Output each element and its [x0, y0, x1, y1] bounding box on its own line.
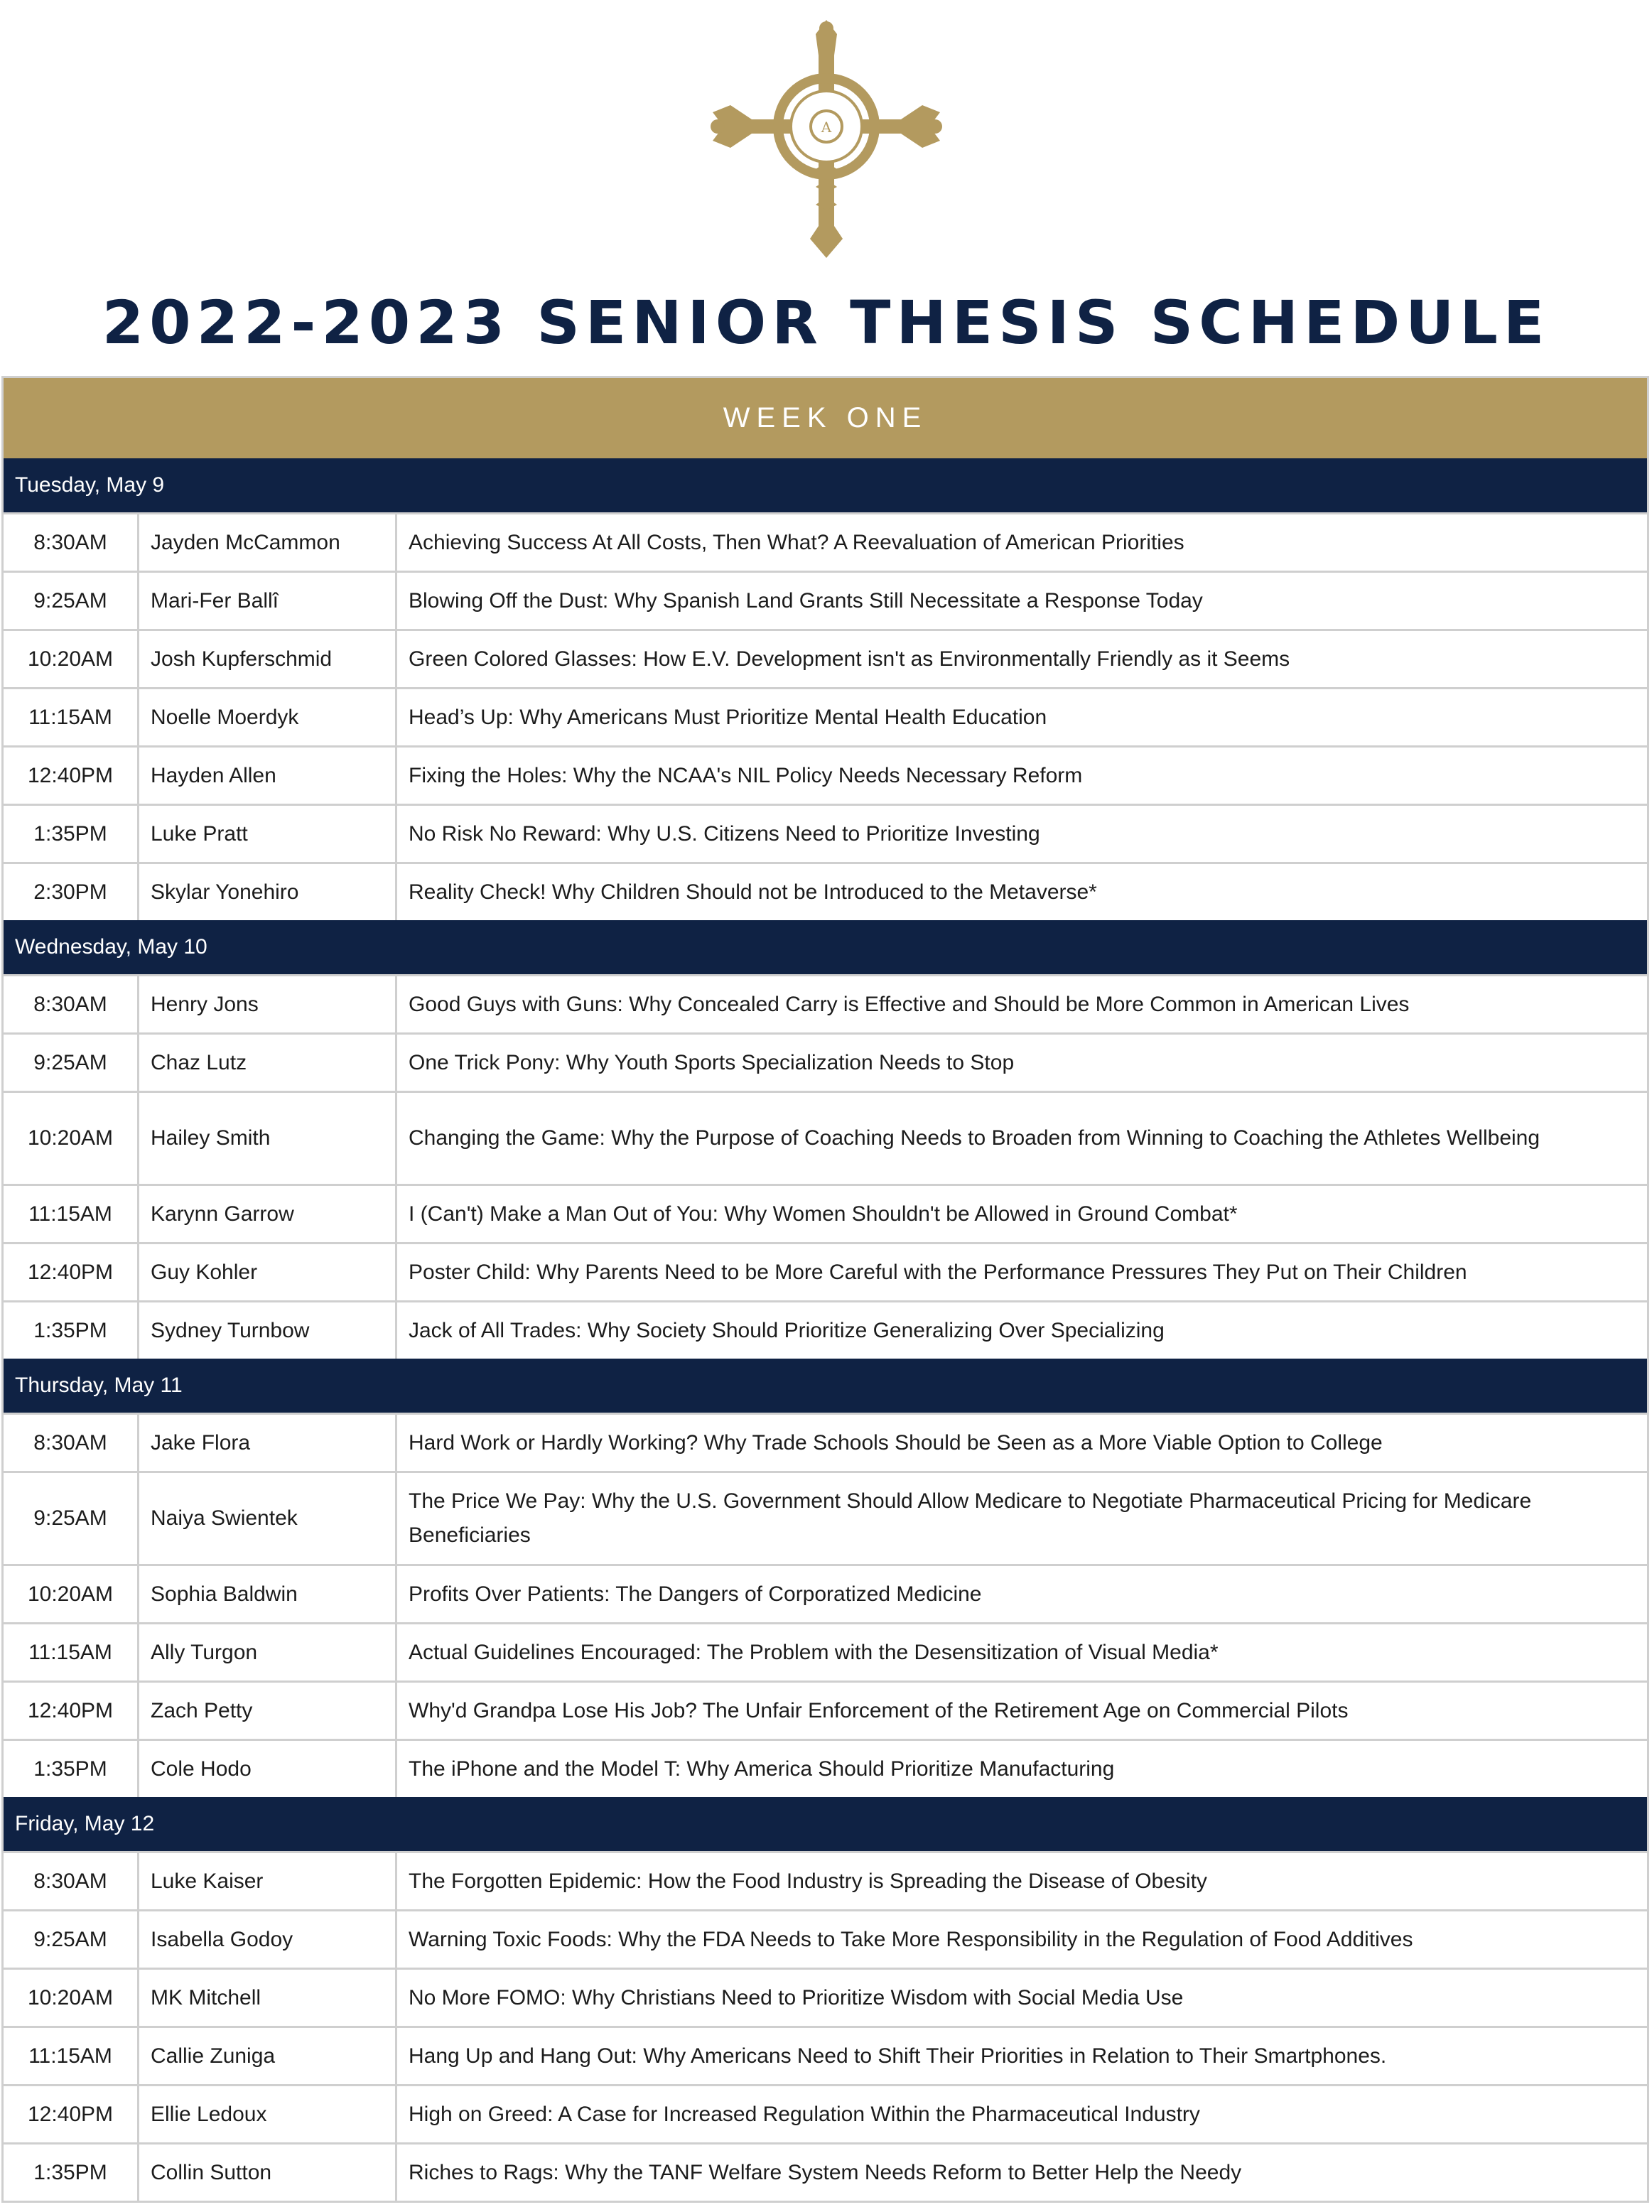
thesis-title-cell: Poster Child: Why Parents Need to be More Careful with the Performance Pressures They Put on Their Children — [409, 1260, 1467, 1284]
name-cell: Collin Sutton — [139, 2144, 397, 2201]
thesis-title-cell: Green Colored Glasses: How E.V. Development isn't as Environmentally Friendly as it Seems — [409, 647, 1290, 671]
thesis-title-cell: Reality Check! Why Children Should not be Introduced to the Metaverse* — [409, 880, 1097, 904]
table-row — [4, 804, 1647, 862]
time-cell: 9:25AM — [4, 573, 139, 629]
day-rows — [4, 1851, 1647, 2201]
thesis-title-cell: No More FOMO: Why Christians Need to Prioritize Wisdom with Social Media Use — [409, 1985, 1184, 2009]
time-cell: 8:30AM — [4, 514, 139, 571]
day-section-tuesday — [4, 458, 1647, 920]
time-cell: 9:25AM — [4, 1473, 139, 1564]
week-header: WEEK ONE — [4, 378, 1647, 458]
day-section-thursday — [4, 1359, 1647, 1797]
table-row — [4, 571, 1647, 629]
time-cell: 11:15AM — [4, 1186, 139, 1242]
table-row — [4, 1091, 1647, 1184]
day-rows — [4, 512, 1647, 920]
table-row — [4, 1032, 1647, 1091]
table-row — [4, 1909, 1647, 1968]
thesis-title-cell: One Trick Pony: Why Youth Sports Specialization Needs to Stop — [409, 1050, 1015, 1074]
time-cell: 12:40PM — [4, 748, 139, 804]
time-cell: 11:15AM — [4, 1624, 139, 1680]
thesis-title-cell: The iPhone and the Model T: Why America Should Prioritize Manufacturing — [409, 1757, 1115, 1781]
table-row — [4, 974, 1647, 1032]
name-cell: Luke Kaiser — [139, 1853, 397, 1909]
name-cell: Noelle Moerdyk — [139, 689, 397, 745]
cross-seal-icon — [709, 13, 944, 261]
table-row — [4, 2142, 1647, 2201]
name-cell: Chaz Lutz — [139, 1035, 397, 1091]
table-row — [4, 1851, 1647, 1909]
name-cell: Ally Turgon — [139, 1624, 397, 1680]
day-rows — [4, 974, 1647, 1359]
thesis-title-cell: Warning Toxic Foods: Why the FDA Needs to Take More Responsibility in the Regulation of Food Additives — [409, 1927, 1413, 1951]
name-cell: Cole Hodo — [139, 1741, 397, 1797]
table-row — [4, 1622, 1647, 1680]
time-cell: 2:30PM — [4, 864, 139, 920]
table-row — [4, 862, 1647, 920]
thesis-title-cell: Good Guys with Guns: Why Concealed Carry is Effective and Should be More Common in American Lives — [409, 992, 1410, 1016]
thesis-title-cell: Hard Work or Hardly Working? Why Trade Schools Should be Seen as a More Viable Option to College — [409, 1430, 1383, 1455]
name-cell: Isabella Godoy — [139, 1911, 397, 1968]
time-cell: 12:40PM — [4, 2086, 139, 2142]
name-cell: Ellie Ledoux — [139, 2086, 397, 2142]
table-row — [4, 1184, 1647, 1242]
thesis-title-cell: The Forgotten Epidemic: How the Food Industry is Spreading the Disease of Obesity — [409, 1869, 1207, 1893]
time-cell: 8:30AM — [4, 1853, 139, 1909]
time-cell: 11:15AM — [4, 2028, 139, 2084]
thesis-title-cell: Head’s Up: Why Americans Must Prioritize Mental Health Education — [409, 705, 1047, 729]
thesis-title-cell: Profits Over Patients: The Dangers of Corporatized Medicine — [409, 1582, 982, 1606]
time-cell: 1:35PM — [4, 806, 139, 862]
time-cell: 10:20AM — [4, 1093, 139, 1184]
name-cell: Naiya Swientek — [139, 1473, 397, 1564]
thesis-title-cell: Changing the Game: Why the Purpose of Coaching Needs to Broaden from Winning to Coaching the Athletes Wellbeing — [409, 1126, 1540, 1150]
svg-text:A: A — [821, 119, 832, 136]
name-cell: Karynn Garrow — [139, 1186, 397, 1242]
time-cell: 10:20AM — [4, 631, 139, 687]
name-cell: Jayden McCammon — [139, 514, 397, 571]
name-cell: Josh Kupferschmid — [139, 631, 397, 687]
name-cell: Sophia Baldwin — [139, 1566, 397, 1622]
day-header: Friday, May 12 — [4, 1797, 1647, 1851]
time-cell: 10:20AM — [4, 1566, 139, 1622]
thesis-title-cell: Actual Guidelines Encouraged: The Problem with the Desensitization of Visual Media* — [409, 1640, 1219, 1664]
thesis-title-cell: Why'd Grandpa Lose His Job? The Unfair Enforcement of the Retirement Age on Commercial Pilots — [409, 1698, 1349, 1722]
time-cell: 12:40PM — [4, 1683, 139, 1739]
name-cell: Callie Zuniga — [139, 2028, 397, 2084]
thesis-title-cell: Achieving Success At All Costs, Then What? A Reevaluation of American Priorities — [409, 530, 1184, 554]
name-cell: Henry Jons — [139, 976, 397, 1032]
table-row — [4, 1680, 1647, 1739]
day-section-friday — [4, 1797, 1647, 2201]
day-rows — [4, 1413, 1647, 1797]
name-cell: MK Mitchell — [139, 1970, 397, 2026]
name-cell: Skylar Yonehiro — [139, 864, 397, 920]
name-cell: Hailey Smith — [139, 1093, 397, 1184]
time-cell: 1:35PM — [4, 1741, 139, 1797]
thesis-title-cell: I (Can't) Make a Man Out of You: Why Women Shouldn't be Allowed in Ground Combat* — [409, 1202, 1238, 1226]
time-cell: 11:15AM — [4, 689, 139, 745]
thesis-title-cell: High on Greed: A Case for Increased Regulation Within the Pharmaceutical Industry — [409, 2102, 1200, 2126]
day-header: Tuesday, May 9 — [4, 458, 1647, 512]
table-row — [4, 687, 1647, 745]
table-row — [4, 2026, 1647, 2084]
time-cell: 12:40PM — [4, 1244, 139, 1300]
table-row — [4, 1413, 1647, 1471]
header-logo-area — [0, 0, 1652, 270]
table-row — [4, 629, 1647, 687]
name-cell: Sydney Turnbow — [139, 1302, 397, 1359]
name-cell: Luke Pratt — [139, 806, 397, 862]
name-cell: Jake Flora — [139, 1415, 397, 1471]
time-cell: 9:25AM — [4, 1911, 139, 1968]
table-row — [4, 1471, 1647, 1564]
time-cell: 1:35PM — [4, 1302, 139, 1359]
table-row — [4, 1564, 1647, 1622]
time-cell: 1:35PM — [4, 2144, 139, 2201]
thesis-title-cell: Blowing Off the Dust: Why Spanish Land Grants Still Necessitate a Response Today — [409, 588, 1203, 613]
thesis-title-cell: Riches to Rags: Why the TANF Welfare System Needs Reform to Better Help the Needy — [409, 2160, 1242, 2184]
table-row — [4, 2084, 1647, 2142]
time-cell: 8:30AM — [4, 1415, 139, 1471]
table-row — [4, 1739, 1647, 1797]
table-row — [4, 1242, 1647, 1300]
thesis-title-cell: No Risk No Reward: Why U.S. Citizens Need to Prioritize Investing — [409, 821, 1040, 846]
name-cell: Hayden Allen — [139, 748, 397, 804]
time-cell: 10:20AM — [4, 1970, 139, 2026]
time-cell: 8:30AM — [4, 976, 139, 1032]
name-cell: Mari-Fer Ballî — [139, 573, 397, 629]
table-row — [4, 512, 1647, 571]
table-row — [4, 745, 1647, 804]
thesis-title-cell: Jack of All Trades: Why Society Should Prioritize Generalizing Over Specializing — [409, 1318, 1165, 1342]
name-cell: Guy Kohler — [139, 1244, 397, 1300]
thesis-title-cell: The Price We Pay: Why the U.S. Government Should Allow Medicare to Negotiate Pharmaceutical Pricing for Medicare Beneficiaries — [409, 1489, 1532, 1547]
table-row — [4, 1968, 1647, 2026]
day-header: Wednesday, May 10 — [4, 920, 1647, 974]
thesis-title-cell: Fixing the Holes: Why the NCAA's NIL Policy Needs Necessary Reform — [409, 763, 1083, 787]
name-cell: Zach Petty — [139, 1683, 397, 1739]
thesis-title-cell: Hang Up and Hang Out: Why Americans Need to Shift Their Priorities in Relation to Their Smartphones. — [409, 2044, 1387, 2068]
time-cell: 9:25AM — [4, 1035, 139, 1091]
schedule-table — [1, 376, 1649, 2203]
page-title: 2022-2023 SENIOR THESIS SCHEDULE — [102, 288, 1550, 357]
day-section-wednesday — [4, 920, 1647, 1359]
table-row — [4, 1300, 1647, 1359]
day-header: Thursday, May 11 — [4, 1359, 1647, 1413]
